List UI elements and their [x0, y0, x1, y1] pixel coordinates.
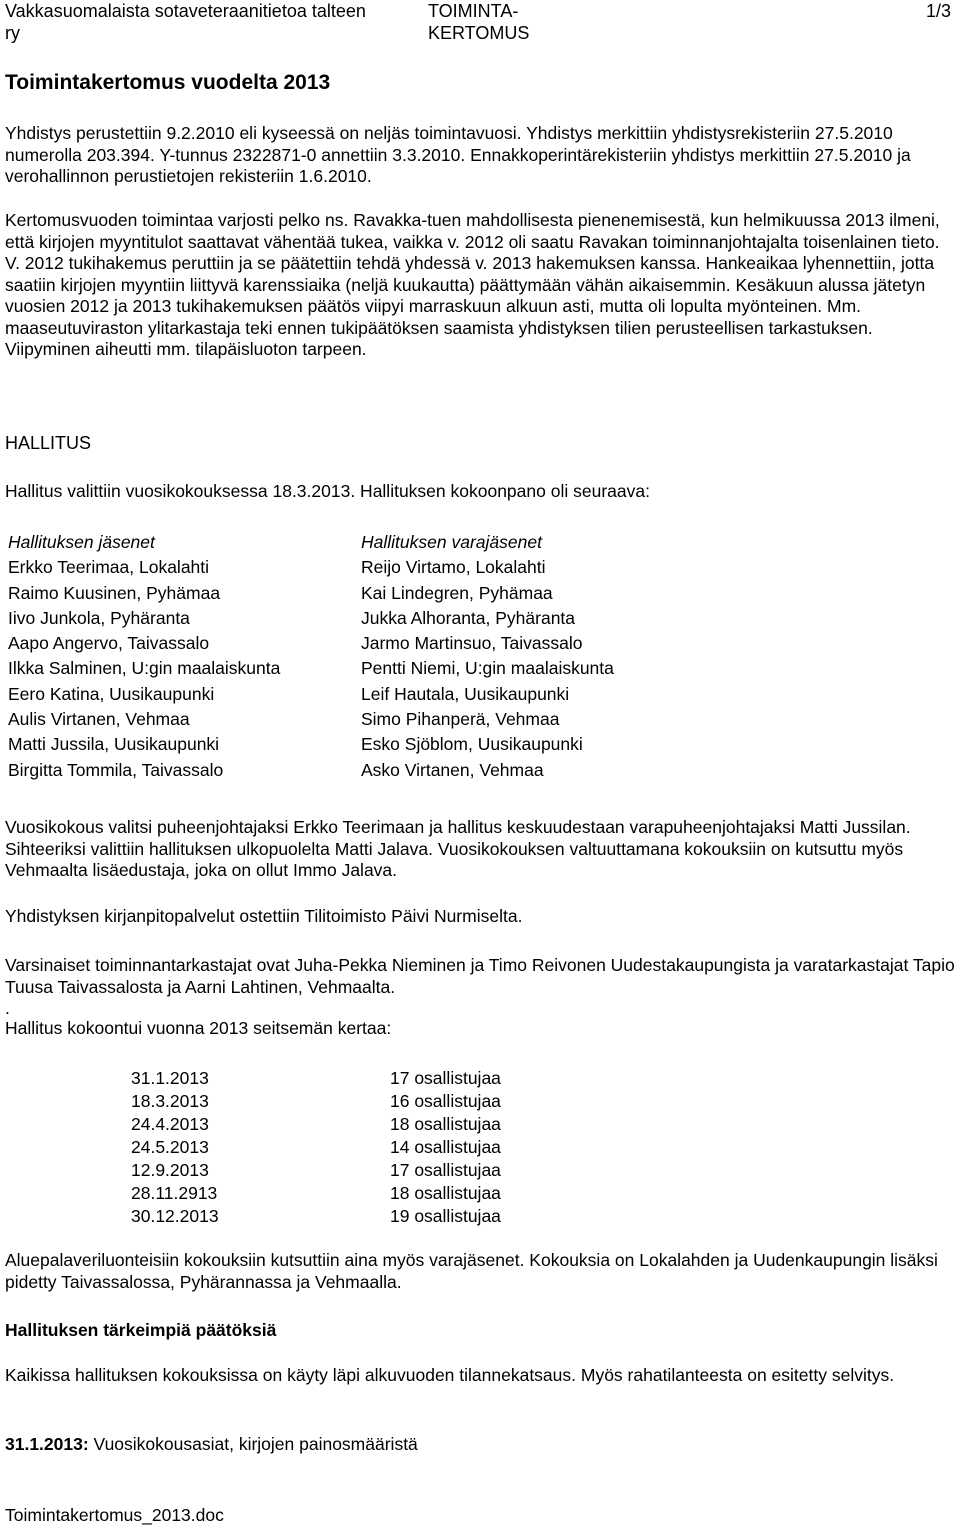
deputy-name: Jukka Alhoranta, Pyhäranta: [361, 607, 576, 628]
page-number: 1/3: [925, 1, 951, 21]
decision-date: 31.1.2013:: [5, 1434, 89, 1454]
member-name: Aulis Virtanen, Vehmaa: [8, 709, 190, 730]
meeting-attendance: 16 osallistujaa: [390, 1091, 501, 1111]
intro-paragraph: Yhdistys perustettiin 9.2.2010 eli kyseessä on neljäs toimintavuosi. Yhdistys merkittiin yhdistysrekisteriin 27.5.2010 numerolla 203.394. Y-tunnus 2322871-0 annettiin 3.3.2010. Ennakkoperintärekisteriin yhdistys merkittiin 27.5.2010 ja verohallinnon perustietojen rekisteriin 1.6.2010.: [5, 123, 911, 186]
activity-paragraph: Kertomusvuoden toimintaa varjosti pelko ns. Ravakka-tuen mahdollisesta pienenemisestä, kun helmikuussa 2013 ilmeni, että kirjojen myyntitulot saattavat vähentää tukea, vaikka v. 2012 oli saatu Ravakan toiminnanjohtajalta toisenlainen tieto. V. 2012 tukihakemus peruttiin ja se päätettiin tehdä yhdessä v. 2013 hakemuksen kanssa. Hankeaikaa lyhennettiin, jotta saatiin kirjojen myyntiin liittyvä karenssiaika (neljä kuukautta) päättymään vähän aikaisemmin. Kesäkuun alussa jätetyn vuosien 2012 ja 2013 tukihakemuksen päätös viipyi marraskuun alkuun asti, mutta oli lopulta myönteinen. Mm. maaseutuviraston ylitarkastaja teki ennen tukipäätöksen saamista yhdistyksen tilien perusteellisen tarkastuksen. Viipyminen aiheutti mm. tilapäisluoton tarpeen.: [5, 210, 940, 359]
member-name: Raimo Kuusinen, Pyhämaa: [8, 582, 221, 603]
meeting-row: [131, 1182, 551, 1205]
decision-entry: [5, 1434, 955, 1456]
deputies-heading: Hallituksen varajäsenet: [361, 532, 542, 552]
decisions-heading: Hallituksen tärkeimpiä päätöksiä: [5, 1320, 277, 1340]
member-name: Matti Jussila, Uusikaupunki: [8, 734, 220, 755]
stray-dot: .: [5, 998, 10, 1018]
document-title: Toimintakertomus vuodelta 2013: [5, 71, 331, 94]
meeting-date: 24.5.2013: [131, 1137, 209, 1157]
member-name: Erkko Teerimaa, Lokalahti: [8, 557, 210, 578]
meeting-attendance: 17 osallistujaa: [390, 1068, 501, 1088]
board-deputies-column: [361, 530, 701, 783]
meeting-date: 24.4.2013: [131, 1114, 209, 1134]
meeting-row: [131, 1136, 551, 1159]
deputy-name: Pentti Niemi, U:gin maalaiskunta: [361, 658, 614, 679]
auditors-paragraph: Varsinaiset toiminnantarkastajat ovat Juha-Pekka Nieminen ja Timo Reivonen Uudestakaupungista ja varatarkastajat Tapio Tuusa Taivassalosta ja Aarni Lahtinen, Vehmaalta.: [5, 955, 955, 997]
meeting-row: [131, 1159, 551, 1182]
meeting-attendance: 18 osallistujaa: [390, 1183, 501, 1203]
decisions-paragraph: Kaikissa hallituksen kokouksissa on käyty läpi alkuvuoden tilannekatsaus. Myös rahatilanteesta on esitetty selvitys.: [5, 1365, 895, 1385]
meeting-date: 30.12.2013: [131, 1206, 219, 1226]
board-members-column: [8, 530, 348, 783]
footer-filename: Toimintakertomus_2013.doc: [5, 1505, 224, 1525]
member-name: Iivo Junkola, Pyhäranta: [8, 607, 190, 628]
regional-paragraph: Aluepalaveriluonteisiin kokouksiin kutsuttiin aina myös varajäsenet. Kokouksia on Lokalahden ja Uudenkaupungin lisäksi pidetty Taivassalossa, Pyhärannassa ja Vehmaalla.: [5, 1250, 938, 1292]
member-name: Birgitta Tommila, Taivassalo: [8, 759, 224, 780]
deputy-name: Asko Virtanen, Vehmaa: [361, 759, 544, 780]
chair-paragraph: Vuosikokous valitsi puheenjohtajaksi Erkko Teerimaan ja hallitus keskuudestaan varapuheenjohtajaksi Matti Jussilan. Sihteeriksi valittiin hallituksen ulkopuolelta Matti Jalava. Vuosikokouksen valtuuttamana kokouksiin on kutsuttu myös Vehmaalta lisäedustaja, joka on ollut Immo Jalava.: [5, 817, 911, 880]
bookkeeping-paragraph: Yhdistyksen kirjanpitopalvelut ostettiin Tilitoimisto Päivi Nurmiselta.: [5, 906, 523, 926]
meetings-intro: Hallitus kokoontui vuonna 2013 seitsemän kertaa:: [5, 1018, 392, 1038]
member-name: Eero Katina, Uusikaupunki: [8, 683, 215, 704]
board-elected-text: Hallitus valittiin vuosikokouksessa 18.3.2013. Hallituksen kokoonpano oli seuraava:: [5, 481, 650, 501]
member-name: Aapo Angervo, Taivassalo: [8, 633, 210, 654]
meeting-row: [131, 1090, 551, 1113]
deputy-name: Reijo Virtamo, Lokalahti: [361, 557, 546, 578]
organization-name: Vakkasuomalaista sotaveteraanitietoa talteen ry: [5, 1, 366, 43]
deputy-name: Kai Lindegren, Pyhämaa: [361, 582, 553, 603]
meeting-date: 28.11.2913: [131, 1183, 218, 1203]
meeting-date: 31.1.2013: [131, 1068, 209, 1088]
members-heading: Hallituksen jäsenet: [8, 532, 155, 552]
meeting-row: [131, 1113, 551, 1136]
deputy-name: Simo Pihanperä, Vehmaa: [361, 709, 560, 730]
deputy-name: Esko Sjöblom, Uusikaupunki: [361, 734, 583, 755]
meeting-attendance: 18 osallistujaa: [390, 1114, 501, 1134]
meeting-date: 12.9.2013: [131, 1160, 209, 1180]
meeting-attendance: 19 osallistujaa: [390, 1206, 501, 1226]
decision-text: Vuosikokousasiat, kirjojen painosmääristä: [88, 1434, 418, 1454]
board-heading: HALLITUS: [5, 433, 92, 453]
meeting-row: [131, 1205, 551, 1228]
deputy-name: Leif Hautala, Uusikaupunki: [361, 683, 570, 704]
meeting-date: 18.3.2013: [131, 1091, 209, 1111]
meetings-table: [131, 1067, 551, 1228]
document-type: TOIMINTA-KERTOMUS: [428, 1, 530, 43]
member-name: Ilkka Salminen, U:gin maalaiskunta: [8, 658, 281, 679]
meeting-row: [131, 1067, 551, 1090]
meeting-attendance: 17 osallistujaa: [390, 1160, 501, 1180]
meeting-attendance: 14 osallistujaa: [390, 1137, 501, 1157]
deputy-name: Jarmo Martinsuo, Taivassalo: [361, 633, 583, 654]
